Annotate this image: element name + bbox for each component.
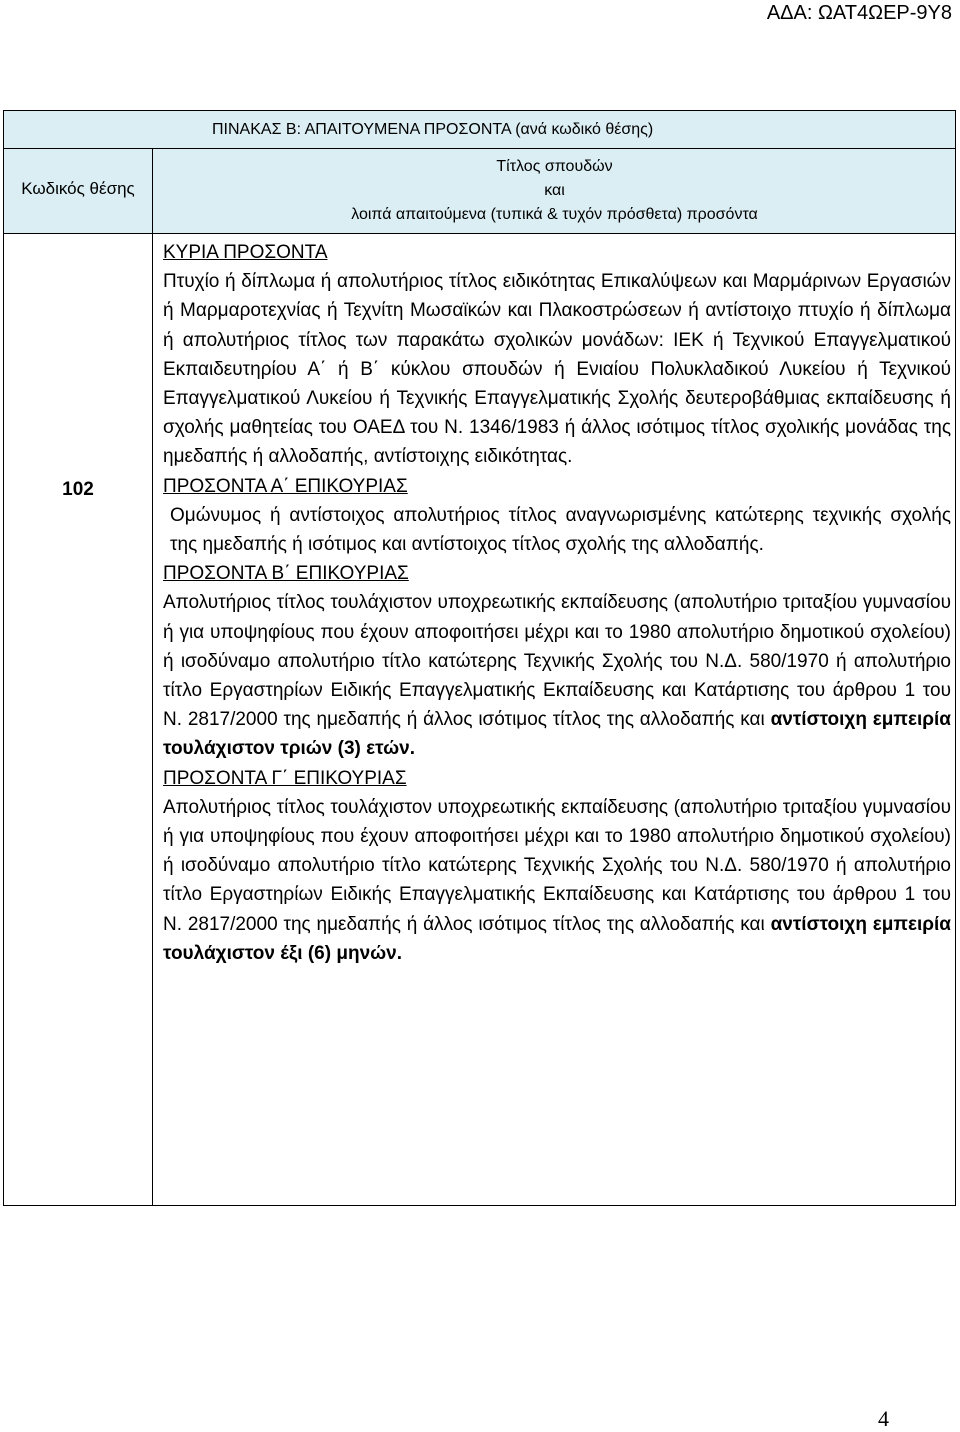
position-code: 102	[62, 479, 94, 500]
section-text-b-bold: αντίστοιχη εμπειρία τουλάχιστον τριών (3) ετών.	[163, 709, 951, 760]
column-divider	[152, 149, 153, 1206]
column-header-line: λοιπά απαιτούμενα (τυπικά & τυχόν πρόσθετα) προσόντα	[351, 206, 758, 223]
section-text-a: Ομώνυμος ή αντίστοιχος απολυτήριος τίτλος αναγνωρισμένης κατώτερης τεχνικής σχολής της ημεδαπής ή ισότιμος και αντίστοιχος τίτλος σχολής της αλλοδαπής.	[170, 504, 951, 556]
table-title-row	[4, 111, 955, 149]
section-heading-kyria: ΚΥΡΙΑ ΠΡΟΣΟΝΤΑ	[163, 242, 328, 263]
column-header-position-code: Κωδικός θέσης	[21, 179, 135, 198]
table-title: ΠΙΝΑΚΑΣ Β: ΑΠΑΙΤΟΥΜΕΝΑ ΠΡΟΣΟΝΤΑ (ανά κωδικό θέσης)	[212, 121, 654, 138]
section-text-kyria: Πτυχίο ή δίπλωμα ή απολυτήριος τίτλος ειδικότητας Επικαλύψεων και Μαρμάρινων Εργασιών ή Μαρμαροτεχνίας ή Τεχνίτη Μωσαϊκών και Πλακοστρώσεων ή αντίστοιχο πτυχίο ή δίπλωμα ή απολυτήριος τίτλος των παρακάτω σχολικών μονάδων: ΙΕΚ ή Τεχνικού Επαγγελματικού Εκπαιδευτηρίου Α΄ ή Β΄ κύκλου σπουδών ή Ενιαίου Πολυκλαδικού Λυκείου ή Τεχνικού Επαγγελματικού Λυκείου ή Τεχνικής Επαγγελματικής Σχολής δευτεροβάθμιας εκπαίδευσης ή σχολής μαθητείας του ΟΑΕΔ του Ν. 1346/1983 ή άλλος ισότιμος τίτλος σχολικής μονάδας της ημεδαπής ή αλλοδαπής, αντίστοιχης ειδικότητας.	[163, 271, 951, 468]
table-header-row	[4, 149, 955, 234]
section-heading-b: ΠΡΟΣΟΝΤΑ Β΄ ΕΠΙΚΟΥΡΙΑΣ	[163, 563, 409, 585]
section-heading-a: ΠΡΟΣΟΝΤΑ Α΄ ΕΠΙΚΟΥΡΙΑΣ	[163, 475, 408, 497]
section-text-c-bold: αντίστοιχη εμπειρία τουλάχιστον έξι (6) μηνών.	[163, 913, 951, 964]
ada-code: ΑΔΑ: ΩΑΤ4ΩΕΡ-9Υ8	[766, 2, 952, 24]
section-text-b-plain: Απολυτήριος τίτλος τουλάχιστον υποχρεωτικής εκπαίδευσης (απολυτήριο τριταξίου γυμνασίου ή για υποψηφίους που έχουν αποφοιτήσει μέχρι και το 1980 απολυτήριο δημοτικού σχολείου) ή ισοδύναμο απολυτήριο τίτλο κατώτερης Τεχνικής Σχολής του Ν.Δ. 580/1970 ή απολυτήριο τίτλο Εργαστηρίων Ειδικής Επαγγελματικής Εκπαίδευσης και Κατάρτισης του άρθρου 1 του Ν. 2817/2000 της ημεδαπής ή άλλος ισότιμος τίτλος της αλλοδαπής και	[163, 592, 951, 731]
section-text-b	[163, 588, 951, 763]
requirements-table	[3, 110, 956, 1206]
section-heading-c: ΠΡΟΣΟΝΤΑ Γ΄ ΕΠΙΚΟΥΡΙΑΣ	[163, 767, 407, 789]
column-header-qualifications	[153, 155, 956, 227]
column-header-line: Τίτλος σπουδών	[496, 158, 613, 175]
section-text-c	[163, 793, 951, 968]
page-number: 4	[878, 1406, 889, 1431]
section-text-c-plain: Απολυτήριος τίτλος τουλάχιστον υποχρεωτικής εκπαίδευσης (απολυτήριο τριταξίου γυμνασίου ή για υποψηφίους που έχουν αποφοιτήσει μέχρι και το 1980 απολυτήριο δημοτικού σχολείου) ή ισοδύναμο απολυτήριο τίτλο κατώτερης Τεχνικής Σχολής του Ν.Δ. 580/1970 ή απολυτήριο τίτλο Εργαστηρίων Ειδικής Επαγγελματικής Εκπαίδευσης και Κατάρτισης του άρθρου 1 του Ν. 2817/2000 της ημεδαπής ή άλλος ισότιμος τίτλος της αλλοδαπής και	[163, 796, 951, 935]
qualifications-cell	[163, 238, 951, 968]
column-header-line: και	[544, 182, 565, 199]
